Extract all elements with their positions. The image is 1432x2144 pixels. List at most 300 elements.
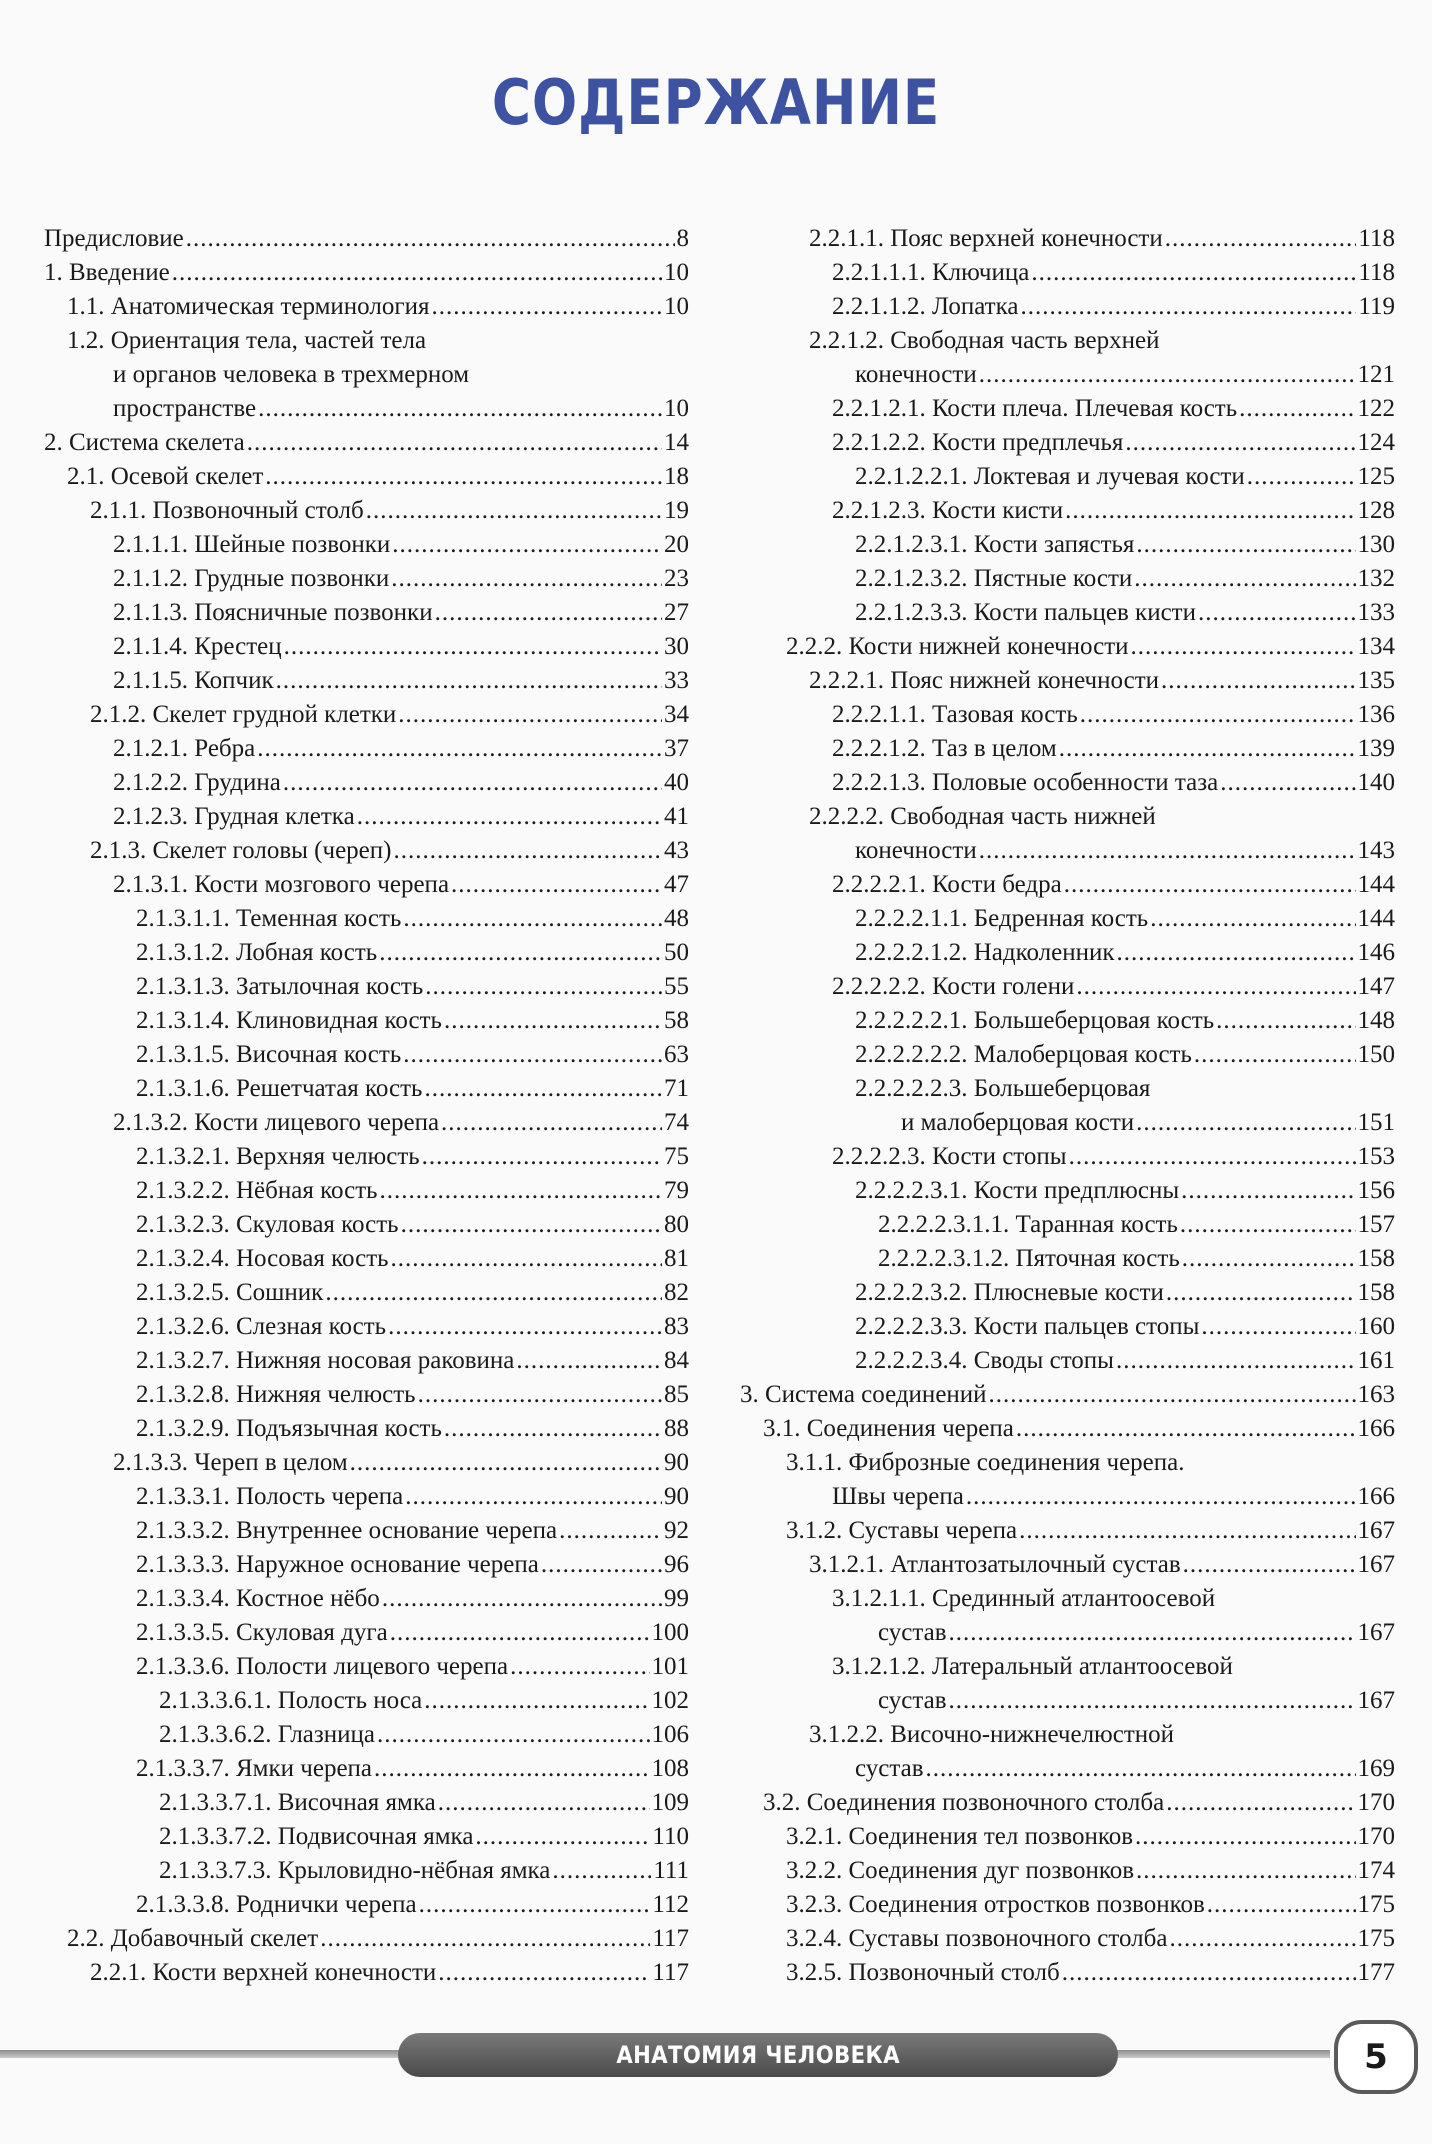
toc-entry-label: 2.1.3.3.6.1. Полость носа bbox=[159, 1687, 423, 1714]
toc-leader-dots bbox=[186, 222, 675, 256]
toc-entry[interactable] bbox=[44, 732, 689, 766]
toc-entry-label-continued: пространстве bbox=[113, 395, 257, 422]
toc-leader-dots bbox=[284, 630, 662, 664]
toc-entry-label: 2.1.3.1.2. Лобная кость bbox=[136, 939, 378, 966]
toc-entry-label: 2.1.3.2.8. Нижняя челюсть bbox=[136, 1381, 416, 1408]
toc-leader-dots bbox=[425, 970, 662, 1004]
toc-leader-dots bbox=[380, 1174, 662, 1208]
toc-entry-label: 2.1.3.2.4. Носовая кость bbox=[136, 1245, 389, 1272]
toc-entry[interactable] bbox=[740, 494, 1395, 528]
toc-entry-label: 2.1.3.3.7.2. Подвисочная ямка bbox=[159, 1823, 474, 1850]
toc-page-number: 161 bbox=[1357, 1347, 1395, 1374]
toc-leader-dots bbox=[1165, 222, 1357, 256]
toc-entry[interactable] bbox=[740, 1276, 1395, 1310]
toc-page-number: 18 bbox=[664, 463, 689, 490]
toc-leader-dots bbox=[403, 1038, 662, 1072]
toc-entry[interactable] bbox=[740, 1650, 1395, 1718]
toc-entry[interactable] bbox=[740, 1888, 1395, 1922]
toc-entry-label: 3.2.3. Соединения отростков позвонков bbox=[786, 1891, 1205, 1918]
toc-leader-dots bbox=[444, 1004, 662, 1038]
toc-entry-label: 2. Система скелета bbox=[44, 429, 245, 456]
toc-entry[interactable] bbox=[740, 1310, 1395, 1344]
toc-page-number: 118 bbox=[1358, 259, 1395, 286]
toc-entry-label: 2.2.2.2.3. Кости стопы bbox=[832, 1143, 1067, 1170]
toc-leader-dots bbox=[1031, 256, 1356, 290]
toc-page-number: 90 bbox=[664, 1483, 689, 1510]
toc-entry-label: 2.2.1.2.2. Кости предплечья bbox=[832, 429, 1124, 456]
toc-leader-dots bbox=[392, 528, 662, 562]
toc-leader-dots bbox=[1016, 1412, 1356, 1446]
toc-entry[interactable] bbox=[44, 1582, 689, 1616]
toc-page-number: 160 bbox=[1357, 1313, 1395, 1340]
toc-entry[interactable] bbox=[740, 1378, 1395, 1412]
toc-leader-dots bbox=[516, 1344, 662, 1378]
toc-leader-dots bbox=[1161, 664, 1355, 698]
toc-leader-dots bbox=[379, 936, 662, 970]
toc-entry-label: 2.2.2.1.3. Половые особенности таза bbox=[832, 769, 1219, 796]
toc-page-number: 43 bbox=[664, 837, 689, 864]
toc-entry[interactable] bbox=[44, 1242, 689, 1276]
toc-leader-dots bbox=[1180, 1208, 1356, 1242]
toc-page-number: 147 bbox=[1357, 973, 1395, 1000]
toc-entry[interactable] bbox=[44, 868, 689, 902]
toc-entry[interactable] bbox=[44, 936, 689, 970]
toc-entry-label: 2.2.2.2.3.2. Плюсневые кости bbox=[855, 1279, 1164, 1306]
toc-page-number: 10 bbox=[664, 259, 689, 286]
toc-page-number: 10 bbox=[664, 293, 689, 320]
toc-page-number: 166 bbox=[1357, 1415, 1395, 1442]
toc-entry-label: 2.1.3.2.5. Сошник bbox=[136, 1279, 324, 1306]
toc-entry-label: 2.2.1.2.3.2. Пястные кости bbox=[855, 565, 1133, 592]
toc-entry[interactable] bbox=[740, 800, 1395, 868]
toc-entry[interactable] bbox=[740, 1786, 1395, 1820]
toc-leader-dots bbox=[283, 766, 662, 800]
toc-entry-label: 2.2.2.2.3.1.2. Пяточная кость bbox=[878, 1245, 1180, 1272]
toc-page-number: 102 bbox=[651, 1687, 689, 1714]
toc-leader-dots bbox=[1020, 290, 1356, 324]
toc-page-number: 177 bbox=[1357, 1959, 1395, 1986]
toc-entry[interactable] bbox=[740, 460, 1395, 494]
toc-entry[interactable] bbox=[44, 1276, 689, 1310]
toc-entry-label: 2.1.3.2.9. Подъязычная кость bbox=[136, 1415, 442, 1442]
toc-entry-label: 2.1.3.2.7. Нижняя носовая раковина bbox=[136, 1347, 515, 1374]
toc-page-number: 109 bbox=[651, 1789, 689, 1816]
toc-entry-label: 2.2.2.2.1.1. Бедренная кость bbox=[855, 905, 1149, 932]
toc-leader-dots bbox=[926, 1752, 1356, 1786]
toc-entry-label: 3.2.1. Соединения тел позвонков bbox=[786, 1823, 1134, 1850]
toc-entry[interactable] bbox=[44, 562, 689, 596]
toc-leader-dots bbox=[949, 1616, 1356, 1650]
toc-entry[interactable] bbox=[44, 1616, 689, 1650]
toc-leader-dots bbox=[276, 664, 662, 698]
toc-entry[interactable] bbox=[740, 324, 1395, 392]
toc-entry-label: 2.2.1.2.3. Кости кисти bbox=[832, 497, 1064, 524]
toc-entry[interactable] bbox=[44, 1480, 689, 1514]
toc-entry-label: 2.1.3.3.7.3. Крыловидно-нёбная ямка bbox=[159, 1857, 551, 1884]
toc-page-number: 140 bbox=[1357, 769, 1395, 796]
toc-column-right bbox=[740, 222, 1395, 1990]
toc-entry[interactable] bbox=[740, 596, 1395, 630]
toc-entry[interactable] bbox=[44, 1378, 689, 1412]
toc-leader-dots bbox=[1166, 1786, 1355, 1820]
toc-entry[interactable] bbox=[44, 766, 689, 800]
toc-leader-dots bbox=[1136, 1854, 1356, 1888]
toc-entry-label: 3. Система соединений bbox=[740, 1381, 987, 1408]
toc-leader-dots bbox=[559, 1514, 662, 1548]
toc-entry[interactable] bbox=[740, 1208, 1395, 1242]
toc-entry[interactable] bbox=[44, 630, 689, 664]
toc-entry[interactable] bbox=[44, 1412, 689, 1446]
toc-leader-dots bbox=[1166, 1276, 1356, 1310]
toc-page-number: 122 bbox=[1357, 395, 1395, 422]
toc-page-number: 71 bbox=[664, 1075, 689, 1102]
toc-page-number: 50 bbox=[664, 939, 689, 966]
toc-entry[interactable] bbox=[44, 1344, 689, 1378]
toc-entry[interactable] bbox=[44, 834, 689, 868]
toc-entry[interactable] bbox=[44, 1922, 689, 1956]
toc-leader-dots bbox=[438, 1786, 650, 1820]
toc-entry-label: 2.1.3.3.2. Внутреннее основание черепа bbox=[136, 1517, 558, 1544]
toc-leader-dots bbox=[1247, 460, 1356, 494]
toc-entry-label: 1.1. Анатомическая терминология bbox=[67, 293, 430, 320]
toc-entry[interactable] bbox=[740, 1412, 1395, 1446]
toc-leader-dots bbox=[424, 1072, 662, 1106]
toc-leader-dots bbox=[1059, 732, 1356, 766]
toc-leader-dots bbox=[247, 426, 662, 460]
toc-page-number: 158 bbox=[1357, 1279, 1395, 1306]
toc-entry[interactable] bbox=[44, 460, 689, 494]
toc-entry-label-continued: сустав bbox=[855, 1755, 924, 1782]
toc-entry-label: 2.2.1.2.3.1. Кости запястья bbox=[855, 531, 1135, 558]
toc-entry-label: 2.1.3.3.7. Ямки черепа bbox=[136, 1755, 373, 1782]
toc-leader-dots bbox=[1201, 1310, 1355, 1344]
toc-entry[interactable] bbox=[740, 1514, 1395, 1548]
toc-leader-dots bbox=[1216, 1004, 1355, 1038]
toc-entry-label: 2.1.3.1.1. Теменная кость bbox=[136, 905, 402, 932]
toc-page-number: 58 bbox=[664, 1007, 689, 1034]
toc-page-number: 169 bbox=[1357, 1755, 1395, 1782]
toc-entry[interactable] bbox=[740, 902, 1395, 936]
toc-leader-dots bbox=[1239, 392, 1355, 426]
toc-entry-label: 3.1.2.1. Атлантозатылочный сустав bbox=[809, 1551, 1181, 1578]
toc-entry[interactable] bbox=[44, 1106, 689, 1140]
toc-entry-label: 2.1.2.3. Грудная клетка bbox=[113, 803, 355, 830]
toc-page-number: 130 bbox=[1357, 531, 1395, 558]
toc-leader-dots bbox=[382, 1582, 662, 1616]
toc-entry[interactable] bbox=[740, 766, 1395, 800]
toc-leader-dots bbox=[1198, 596, 1356, 630]
toc-page-number: 47 bbox=[664, 871, 689, 898]
toc-page-number: 167 bbox=[1357, 1517, 1395, 1544]
toc-leader-dots bbox=[405, 1480, 662, 1514]
toc-leader-dots bbox=[1125, 426, 1355, 460]
toc-entry[interactable] bbox=[44, 1786, 689, 1820]
toc-page-number: 174 bbox=[1357, 1857, 1395, 1884]
toc-entry[interactable] bbox=[740, 290, 1395, 324]
toc-entry-label-continued: конечности bbox=[855, 837, 977, 864]
toc-entry[interactable] bbox=[44, 1174, 689, 1208]
toc-entry[interactable] bbox=[740, 1718, 1395, 1786]
page-number-badge: 5 bbox=[1334, 2020, 1418, 2094]
toc-page-number: 106 bbox=[651, 1721, 689, 1748]
toc-page-number: 167 bbox=[1357, 1687, 1395, 1714]
toc-entry-label: 2.1.3.3.8. Роднички черепа bbox=[136, 1891, 417, 1918]
toc-entry-label-continued: Швы черепа bbox=[832, 1483, 964, 1510]
toc-entry-label: 2.2.1.2. Свободная часть верхней bbox=[809, 327, 1160, 354]
toc-entry-label: 2.2.1.2.2.1. Локтевая и лучевая кости bbox=[855, 463, 1245, 490]
toc-entry[interactable] bbox=[44, 664, 689, 698]
toc-entry-label: 2.2.2.2.2. Кости голени bbox=[832, 973, 1075, 1000]
toc-entry-label: 2.1.1. Позвоночный столб bbox=[90, 497, 364, 524]
toc-entry[interactable] bbox=[44, 1650, 689, 1684]
toc-entry[interactable] bbox=[44, 1038, 689, 1072]
toc-entry[interactable] bbox=[740, 664, 1395, 698]
toc-entry[interactable] bbox=[44, 1752, 689, 1786]
toc-entry-label: 2.2.1.1.2. Лопатка bbox=[832, 293, 1019, 320]
toc-entry-label: 2.2.2.1. Пояс нижней конечности bbox=[809, 667, 1160, 694]
toc-entry[interactable] bbox=[740, 1582, 1395, 1650]
toc-entry[interactable] bbox=[740, 1820, 1395, 1854]
toc-entry[interactable] bbox=[44, 1548, 689, 1582]
toc-page-number: 117 bbox=[652, 1925, 689, 1952]
toc-page-number: 125 bbox=[1357, 463, 1395, 490]
toc-page-number: 144 bbox=[1357, 905, 1395, 932]
toc-entry-label: Предисловие bbox=[44, 225, 184, 252]
toc-entry[interactable] bbox=[44, 902, 689, 936]
toc-entry-label: 2.1.1.5. Копчик bbox=[113, 667, 274, 694]
toc-entry-label: 3.1.2. Суставы черепа bbox=[786, 1517, 1018, 1544]
toc-leader-dots bbox=[1136, 528, 1355, 562]
toc-entry-label-continued: и органов человека в трехмерном bbox=[113, 361, 470, 388]
toc-entry[interactable] bbox=[44, 800, 689, 834]
toc-entry[interactable] bbox=[44, 528, 689, 562]
toc-leader-dots bbox=[398, 698, 662, 732]
toc-leader-dots bbox=[1134, 562, 1355, 596]
toc-leader-dots bbox=[541, 1548, 662, 1582]
toc-leader-dots bbox=[966, 1480, 1356, 1514]
toc-entry-label: 2.1.2.2. Грудина bbox=[113, 769, 281, 796]
toc-entry-label: 2.1.3.3.6.2. Глазница bbox=[159, 1721, 376, 1748]
toc-entry-label: 2.2.2. Кости нижней конечности bbox=[786, 633, 1129, 660]
toc-page-number: 134 bbox=[1357, 633, 1395, 660]
toc-entry-label: 3.1.2.2. Височно-нижнечелюстной bbox=[809, 1721, 1175, 1748]
toc-entry[interactable] bbox=[44, 1718, 689, 1752]
toc-entry-label: 2.1.3.3.6. Полости лицевого черепа bbox=[136, 1653, 509, 1680]
toc-entry-label-continued: и малоберцовая кости bbox=[901, 1109, 1135, 1136]
toc-page-number: 167 bbox=[1357, 1619, 1395, 1646]
toc-entry[interactable] bbox=[44, 324, 689, 426]
toc-entry-label: 2.1.3.1.6. Решетчатая кость bbox=[136, 1075, 423, 1102]
toc-entry-label: 2.1.3.1.3. Затылочная кость bbox=[136, 973, 424, 1000]
toc-entry-label: 2.1.3.3.3. Наружное основание черепа bbox=[136, 1551, 539, 1578]
toc-page-number: 88 bbox=[664, 1415, 689, 1442]
toc-entry-label: 2.2.1.2.3.3. Кости пальцев кисти bbox=[855, 599, 1196, 626]
toc-page-number: 37 bbox=[664, 735, 689, 762]
toc-leader-dots bbox=[390, 1616, 650, 1650]
toc-entry[interactable] bbox=[44, 494, 689, 528]
toc-entry[interactable] bbox=[44, 290, 689, 324]
toc-entry-label: 2.1.3.2.3. Скуловая кость bbox=[136, 1211, 399, 1238]
toc-entry-label: 2.1.1.2. Грудные позвонки bbox=[113, 565, 390, 592]
toc-entry[interactable] bbox=[740, 868, 1395, 902]
toc-entry[interactable] bbox=[740, 1446, 1395, 1514]
toc-entry-label: 2.1.3.3.5. Скуловая дуга bbox=[136, 1619, 388, 1646]
toc-leader-dots bbox=[393, 834, 662, 868]
toc-leader-dots bbox=[1182, 1242, 1356, 1276]
page-title: СОДЕРЖАНИЕ bbox=[491, 66, 941, 139]
toc-entry[interactable] bbox=[44, 1004, 689, 1038]
toc-entry[interactable] bbox=[44, 1684, 689, 1718]
toc-leader-dots bbox=[1207, 1888, 1356, 1922]
toc-entry[interactable] bbox=[44, 970, 689, 1004]
toc-entry[interactable] bbox=[44, 596, 689, 630]
footer-book-title: АНАТОМИЯ ЧЕЛОВЕКА bbox=[616, 2041, 900, 2069]
toc-entry[interactable] bbox=[740, 1344, 1395, 1378]
toc-leader-dots bbox=[1069, 1140, 1356, 1174]
toc-page-number: 20 bbox=[664, 531, 689, 558]
toc-leader-dots bbox=[989, 1378, 1356, 1412]
toc-page-number: 10 bbox=[664, 395, 689, 422]
toc-entry[interactable] bbox=[44, 1888, 689, 1922]
toc-entry-label: 2.2.1.1.1. Ключица bbox=[832, 259, 1030, 286]
toc-leader-dots bbox=[1181, 1174, 1355, 1208]
toc-page-number: 121 bbox=[1357, 361, 1395, 388]
toc-entry[interactable] bbox=[44, 1208, 689, 1242]
toc-entry[interactable] bbox=[740, 732, 1395, 766]
toc-entry-label-continued: сустав bbox=[878, 1619, 947, 1646]
toc-entry-label: 2.1.2.1. Ребра bbox=[113, 735, 256, 762]
toc-entry-label: 3.2.4. Суставы позвоночного столба bbox=[786, 1925, 1168, 1952]
toc-leader-dots bbox=[320, 1922, 650, 1956]
toc-entry[interactable] bbox=[44, 1310, 689, 1344]
toc-entry[interactable] bbox=[44, 256, 689, 290]
toc-leader-dots bbox=[510, 1650, 649, 1684]
toc-leader-dots bbox=[1019, 1514, 1355, 1548]
toc-entry-label: 2.2.1. Кости верхней конечности bbox=[90, 1959, 437, 1986]
toc-page-number: 111 bbox=[653, 1857, 689, 1884]
toc-entry[interactable] bbox=[44, 1072, 689, 1106]
toc-entry[interactable] bbox=[740, 1174, 1395, 1208]
toc-entry[interactable] bbox=[740, 698, 1395, 732]
toc-page-number: 148 bbox=[1357, 1007, 1395, 1034]
toc-entry[interactable] bbox=[740, 1140, 1395, 1174]
toc-entry[interactable] bbox=[740, 222, 1395, 256]
toc-leader-dots bbox=[979, 358, 1356, 392]
toc-page-number: 84 bbox=[664, 1347, 689, 1374]
toc-entry[interactable] bbox=[740, 1242, 1395, 1276]
toc-entry-label: 2.2.2.2.3.4. Своды стопы bbox=[855, 1347, 1114, 1374]
toc-leader-dots bbox=[258, 392, 662, 426]
toc-entry[interactable] bbox=[740, 630, 1395, 664]
toc-page-number: 150 bbox=[1357, 1041, 1395, 1068]
toc-entry-label: 3.1.1. Фиброзные соединения черепа. bbox=[786, 1449, 1185, 1476]
toc-entry[interactable] bbox=[44, 1446, 689, 1480]
toc-entry[interactable] bbox=[740, 1854, 1395, 1888]
toc-entry-label: 2.1.3.2. Кости лицевого черепа bbox=[113, 1109, 440, 1136]
toc-entry[interactable] bbox=[44, 1820, 689, 1854]
toc-leader-dots bbox=[1080, 698, 1356, 732]
toc-leader-dots bbox=[431, 290, 662, 324]
toc-page-number: 108 bbox=[651, 1755, 689, 1782]
toc-leader-dots bbox=[374, 1752, 649, 1786]
toc-page-number: 83 bbox=[664, 1313, 689, 1340]
toc-page-number: 170 bbox=[1357, 1823, 1395, 1850]
toc-page-number: 117 bbox=[652, 1959, 689, 1986]
toc-entry[interactable] bbox=[740, 1072, 1395, 1140]
toc-entry[interactable] bbox=[740, 256, 1395, 290]
toc-page-number: 96 bbox=[664, 1551, 689, 1578]
toc-page-number: 48 bbox=[664, 905, 689, 932]
toc-entry-label: 2.2.2.2.3.1.1. Таранная кость bbox=[878, 1211, 1178, 1238]
toc-page-number: 41 bbox=[664, 803, 689, 830]
toc-page-number: 143 bbox=[1357, 837, 1395, 864]
toc-entry[interactable] bbox=[44, 1854, 689, 1888]
toc-entry-label: 2.1.3.3.1. Полость черепа bbox=[136, 1483, 404, 1510]
toc-entry[interactable] bbox=[740, 1922, 1395, 1956]
toc-page-number: 175 bbox=[1357, 1891, 1395, 1918]
toc-leader-dots bbox=[979, 834, 1356, 868]
toc-leader-dots bbox=[552, 1854, 651, 1888]
toc-entry[interactable] bbox=[740, 528, 1395, 562]
toc-leader-dots bbox=[435, 596, 662, 630]
toc-page-number: 101 bbox=[651, 1653, 689, 1680]
toc-entry[interactable] bbox=[740, 1956, 1395, 1990]
toc-page-number: 82 bbox=[664, 1279, 689, 1306]
toc-entry[interactable] bbox=[44, 426, 689, 460]
footer-banner bbox=[398, 2033, 1118, 2077]
toc-entry[interactable] bbox=[740, 426, 1395, 460]
toc-entry[interactable] bbox=[740, 1004, 1395, 1038]
toc-page-number: 166 bbox=[1357, 1483, 1395, 1510]
toc-entry-label: 2.1.3.1.5. Височная кость bbox=[136, 1041, 402, 1068]
toc-leader-dots bbox=[172, 256, 662, 290]
toc-page-number: 85 bbox=[664, 1381, 689, 1408]
toc-page-number: 158 bbox=[1357, 1245, 1395, 1272]
toc-entry[interactable] bbox=[44, 1956, 689, 1990]
toc-page-number: 100 bbox=[651, 1619, 689, 1646]
toc-entry[interactable] bbox=[740, 936, 1395, 970]
toc-entry[interactable] bbox=[44, 1514, 689, 1548]
toc-leader-dots bbox=[424, 1684, 649, 1718]
toc-leader-dots bbox=[391, 562, 662, 596]
toc-leader-dots bbox=[441, 1106, 662, 1140]
toc-leader-dots bbox=[366, 494, 662, 528]
toc-entry[interactable] bbox=[44, 698, 689, 732]
toc-entry[interactable] bbox=[740, 1038, 1395, 1072]
toc-page-number: 33 bbox=[664, 667, 689, 694]
toc-leader-dots bbox=[1117, 936, 1356, 970]
toc-page-number: 153 bbox=[1357, 1143, 1395, 1170]
toc-entry[interactable] bbox=[44, 222, 689, 256]
toc-page-number: 30 bbox=[664, 633, 689, 660]
toc-page-number: 139 bbox=[1357, 735, 1395, 762]
toc-leader-dots bbox=[1194, 1038, 1356, 1072]
toc-entry[interactable] bbox=[740, 562, 1395, 596]
toc-entry[interactable] bbox=[740, 1548, 1395, 1582]
toc-leader-dots bbox=[401, 1208, 662, 1242]
toc-entry[interactable] bbox=[740, 970, 1395, 1004]
toc-page-number: 14 bbox=[664, 429, 689, 456]
toc-entry-label: 2.1.3. Скелет головы (череп) bbox=[90, 837, 392, 864]
toc-page-number: 167 bbox=[1357, 1551, 1395, 1578]
toc-entry-label: 2.1.2. Скелет грудной клетки bbox=[90, 701, 397, 728]
toc-entry[interactable] bbox=[44, 1140, 689, 1174]
toc-entry-label: 2.2.2.1.1. Тазовая кость bbox=[832, 701, 1078, 728]
toc-leader-dots bbox=[1150, 902, 1355, 936]
toc-entry-label: 2.2.2.2. Свободная часть нижней bbox=[809, 803, 1156, 830]
toc-entry[interactable] bbox=[740, 392, 1395, 426]
toc-leader-dots bbox=[391, 1242, 662, 1276]
